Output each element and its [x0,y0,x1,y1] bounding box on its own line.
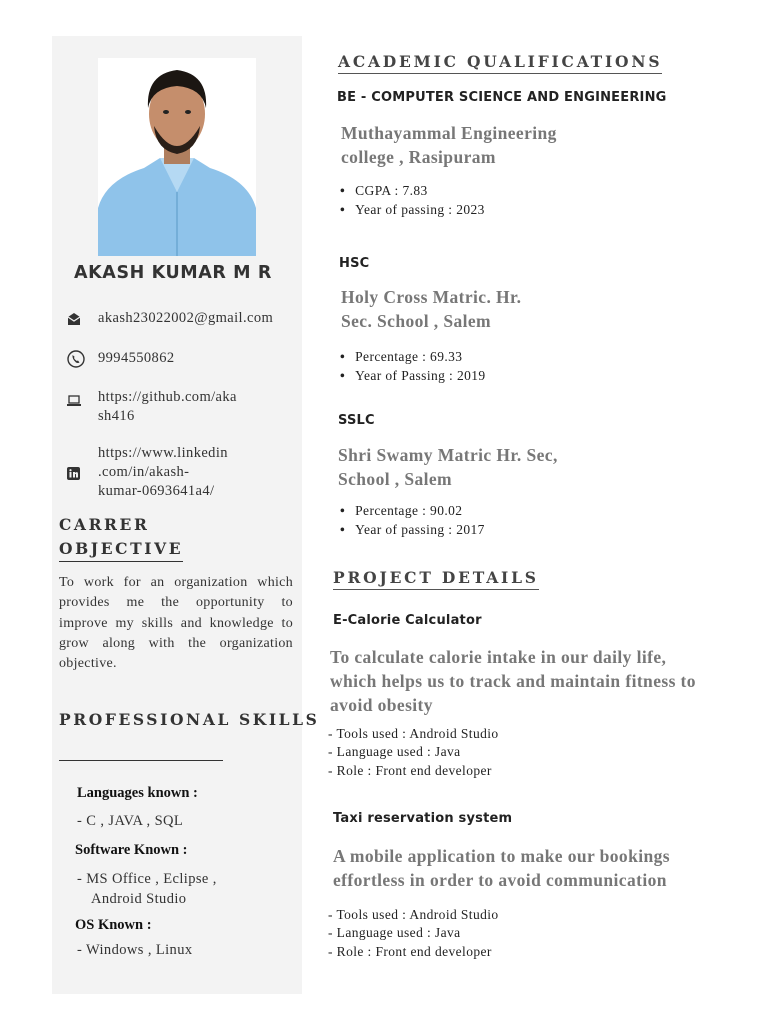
os-label: OS Known : [75,917,152,933]
project-1-description: To calculate calorie intake in our daily life, which helps us to track and maintain fitness to avoid obesity [330,647,696,715]
list-item: • Percentage : 69.33 [340,347,486,366]
linkedin-link[interactable]: https://www.linkedin .com/in/akash- kumar-0693641a4/ [98,445,228,499]
degree-details [340,181,485,219]
objective-heading: CARRER OBJECTIVE [59,513,183,562]
list-item: - Tools used : Android Studio [328,725,499,743]
laptop-icon [67,394,83,410]
list-item: • Percentage : 90.02 [340,501,485,520]
list-item: • Year of passing : 2017 [340,520,485,539]
list-item: - Role : Front end developer [328,762,499,780]
sslc-title: SSLC [338,413,375,428]
list-item: - Tools used : Android Studio [328,906,499,924]
list-item: - Language used : Java [328,924,499,942]
project-2-description: A mobile application to make our bookings effortless in order to avoid communication [333,846,670,890]
project-1-details [328,725,499,780]
degree-institution: Muthayammal Engineering college , Rasipuram [341,123,557,167]
project-1-title: E-Calorie Calculator [333,613,482,628]
sslc-institution: Shri Swamy Matric Hr. Sec, School , Salem [338,445,558,489]
project-2-title: Taxi reservation system [333,811,513,826]
github-link[interactable]: https://github.com/aka sh416 [98,389,237,424]
software-label: Software Known : [75,842,188,858]
candidate-name: AKASH KUMAR M R [74,263,272,283]
objective-text: To work for an organization which provides me the opportunity to improve my skills and knowledge to grow along with the organization objective. [59,575,293,672]
languages-label: Languages known : [77,785,198,801]
phone-text[interactable]: 9994550862 [98,350,175,366]
project-2-details [328,906,499,961]
academic-heading: ACADEMIC QUALIFICATIONS [338,52,662,74]
hsc-title: HSC [339,256,370,271]
profile-photo [98,58,256,256]
sslc-details [340,501,485,539]
skills-heading: PROFESSIONAL SKILLS [59,710,320,729]
envelope-icon [67,312,83,328]
linkedin-icon [67,467,83,483]
list-item: • CGPA : 7.83 [340,181,485,200]
list-item: • Year of Passing : 2019 [340,366,486,385]
email-text[interactable]: akash23022002@gmail.com [98,310,274,326]
phone-icon [67,350,83,366]
os-value: - Windows , Linux [77,942,193,958]
projects-heading: PROJECT DETAILS [333,568,539,590]
list-item: - Language used : Java [328,743,499,761]
degree-title: BE - COMPUTER SCIENCE AND ENGINEERING [337,90,667,105]
software-value: - MS Office , Eclipse , Android Studio [77,871,217,907]
list-item: • Year of passing : 2023 [340,200,485,219]
list-item: - Role : Front end developer [328,943,499,961]
skills-heading-underline [59,760,223,761]
languages-value: - C , JAVA , SQL [77,813,184,829]
hsc-institution: Holy Cross Matric. Hr. Sec. School , Salem [341,287,522,331]
hsc-details [340,347,486,385]
